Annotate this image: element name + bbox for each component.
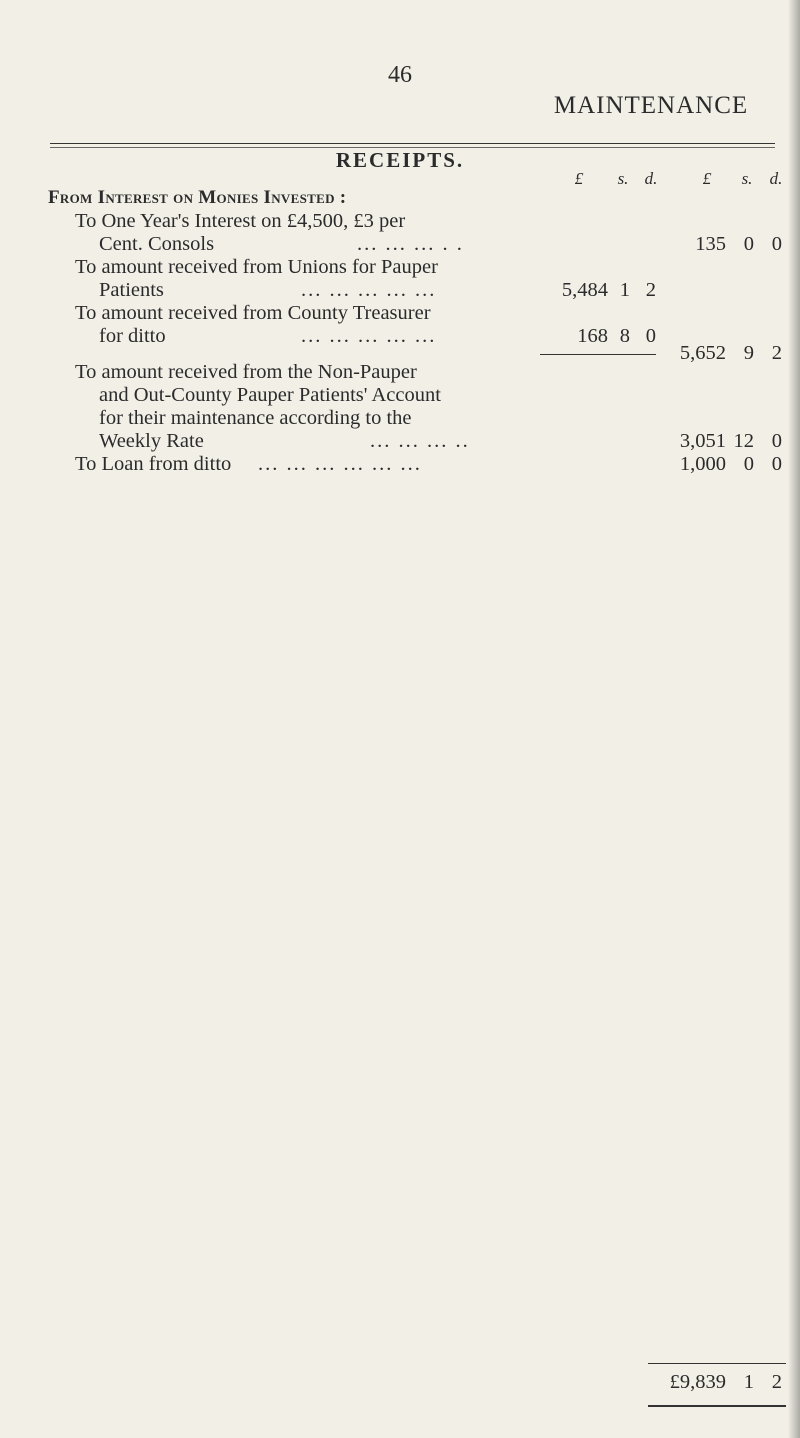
col1-pence-header: d.: [644, 169, 658, 188]
total-pence: 2: [771, 1371, 782, 1393]
entry-4-line-4: Weekly Rate: [99, 430, 204, 452]
subtotal-pence: 2: [771, 342, 782, 364]
total-pounds: £9,839: [669, 1371, 726, 1393]
col1-shillings-header: s.: [617, 169, 629, 188]
entry-2-line-2: Patients: [99, 279, 164, 301]
section-title: RECEIPTS.: [335, 148, 465, 172]
entry-4-pounds: 3,051: [679, 430, 726, 452]
entry-1-leader-dots: ... ... ... . .: [357, 233, 464, 255]
entry-4-leader-dots: ... ... ... ..: [370, 430, 470, 452]
entry-1-shillings: 0: [743, 233, 754, 255]
entry-5-pounds: 1,000: [679, 453, 726, 475]
entry-5-shillings: 0: [743, 453, 754, 475]
entry-4-line-1: To amount received from the Non-Pauper: [75, 361, 417, 383]
total-rule-bottom: [648, 1405, 786, 1407]
entry-5-leader-dots: ... ... ... ... ... ...: [258, 453, 422, 475]
section-heading: From Interest on Monies Invested :: [48, 187, 347, 208]
col1-pounds-header: £: [574, 169, 584, 188]
entry-1-line-2: Cent. Consols: [99, 233, 215, 255]
subtotal-shillings: 9: [743, 342, 754, 364]
entry-2-shillings: 1: [619, 279, 630, 301]
entry-3-pounds: 168: [577, 325, 608, 347]
col2-shillings-header: s.: [741, 169, 753, 188]
entry-4-pence: 0: [771, 430, 782, 452]
entry-1-line-1: To One Year's Interest on £4,500, £3 per: [75, 210, 406, 232]
entry-3-pence: 0: [645, 325, 656, 347]
entry-3-leader-dots: ... ... ... ... ...: [301, 325, 437, 347]
entry-4-shillings: 12: [733, 430, 754, 452]
entry-4-line-3: for their maintenance according to the: [99, 407, 412, 429]
entry-1-pence: 0: [771, 233, 782, 255]
entry-2-pounds: 5,484: [561, 279, 608, 301]
total-rule-top: [648, 1363, 786, 1364]
page-number: 46: [388, 62, 412, 88]
page-edge-shadow: [788, 0, 800, 1438]
subtotal-rule: [540, 354, 656, 355]
total-shillings: 1: [743, 1371, 754, 1393]
col2-pence-header: d.: [769, 169, 783, 188]
entry-5-line-1: To Loan from ditto: [75, 453, 232, 475]
entry-2-pence: 2: [645, 279, 656, 301]
entry-3-line-1: To amount received from County Treasurer: [75, 302, 431, 324]
col2-pounds-header: £: [702, 169, 712, 188]
entry-3-line-2: for ditto: [99, 325, 166, 347]
entry-1-pounds: 135: [695, 233, 726, 255]
header-rule: [50, 143, 775, 144]
subtotal-pounds: 5,652: [679, 342, 726, 364]
entry-4-line-2: and Out-County Pauper Patients' Account: [99, 384, 441, 406]
running-head: MAINTENANCE: [553, 92, 749, 119]
entry-2-line-1: To amount received from Unions for Pauper: [75, 256, 438, 278]
entry-2-leader-dots: ... ... ... ... ...: [301, 279, 437, 301]
entry-3-shillings: 8: [619, 325, 630, 347]
entry-5-pence: 0: [771, 453, 782, 475]
